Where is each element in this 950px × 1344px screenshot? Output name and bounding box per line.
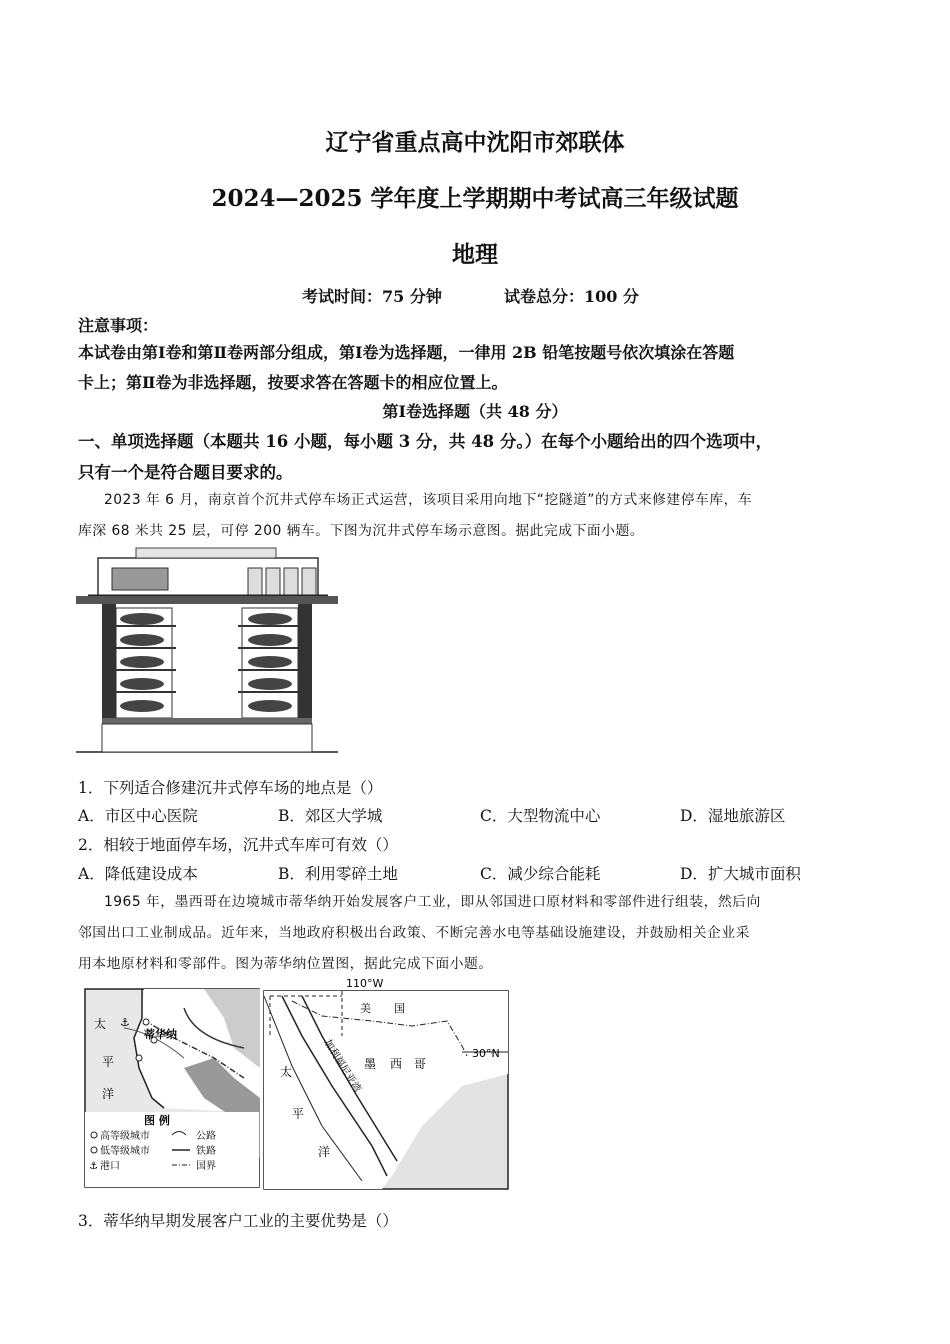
question-1-option-c[interactable]: C．大型物流中心: [480, 807, 601, 825]
question-2-option-d[interactable]: D．扩大城市面积: [680, 865, 801, 883]
notice-line-1: 本试卷由第Ⅰ卷和第Ⅱ卷两部分组成，第Ⅰ卷为选择题，一律用 2B 铅笔按题号依次填涂在答题: [78, 343, 735, 362]
section-instruction-1: 一、单项选择题（本题共 16 小题，每小题 3 分，共 48 分。）在每个小题给出的四个选项中，: [78, 432, 773, 451]
map-mexico-char-1: 墨: [364, 1057, 377, 1071]
map-pacific-char-1: 太: [280, 1065, 293, 1079]
section-instruction-2: 只有一个是符合题目要求的。: [78, 463, 293, 482]
legend-title: 图 例: [144, 1114, 170, 1127]
title-line-1: 辽宁省重点高中沈阳市郊联体: [325, 129, 625, 156]
question-1-option-d[interactable]: D．湿地旅游区: [680, 807, 786, 825]
map-port-icon: ⚓: [120, 1016, 130, 1029]
legend-low-city: 低等级城市: [100, 1146, 150, 1157]
question-3-stem: 3．蒂华纳早期发展客户工业的主要优势是（）: [78, 1212, 398, 1230]
legend-high-city: 高等级城市: [100, 1131, 150, 1142]
passage2-line-1: 1965 年，墨西哥在边境城市蒂华纳开始发展客户工业，即从邻国进口原材料和零部件进行组装，然后向: [104, 894, 761, 910]
question-1-stem: 1．下列适合修建沉井式停车场的地点是（）: [78, 779, 383, 797]
question-1-option-a[interactable]: A．市区中心医院: [78, 807, 198, 825]
map-ocean-char-1: 太: [94, 1017, 107, 1031]
question-2-option-c[interactable]: C．减少综合能耗: [480, 865, 601, 883]
tijuana-detail-map: [84, 988, 260, 1188]
question-2-stem: 2．相较于地面停车场，沉井式车库可有效（）: [78, 836, 398, 854]
map-pacific-char-3: 洋: [318, 1145, 331, 1159]
notice-label: 注意事项：: [78, 316, 159, 335]
mexico-location-map: [262, 976, 510, 1192]
map-mexico-char-3: 哥: [414, 1057, 427, 1071]
map-ocean-char-3: 洋: [102, 1087, 115, 1101]
map-mexico-char-2: 西: [390, 1057, 403, 1071]
passage2-line-2: 邻国出口工业制成品。近年来，当地政府积极出台政策、不断完善水电等基础设施建设，并鼓励相关企业采: [78, 925, 750, 941]
subject-title: 地理: [452, 241, 498, 268]
total-score: 试卷总分：100 分: [504, 287, 639, 306]
legend-road: 公路: [196, 1131, 216, 1142]
map-pacific-char-2: 平: [292, 1107, 305, 1121]
map-ocean-char-2: 平: [102, 1055, 115, 1069]
exam-time: 考试时间：75 分钟: [302, 287, 442, 306]
question-1-option-b[interactable]: B．郊区大学城: [278, 807, 383, 825]
map-longitude-label: 110°W: [346, 977, 384, 990]
map-latitude-label: 30°N: [472, 1047, 500, 1060]
title-line-2: 2024—2025 学年度上学期期中考试高三年级试题: [211, 185, 739, 212]
legend-rail: 铁路: [196, 1146, 216, 1157]
legend-port-icon: ⚓: [89, 1161, 98, 1172]
map-usa-char-2: 国: [394, 1002, 405, 1015]
passage1-line-1: 2023 年 6 月，南京首个沉井式停车场正式运营，该项目采用向地下“挖隧道”的方式来修建停车库，车: [104, 492, 753, 508]
passage2-line-3: 用本地原材料和零部件。图为蒂华纳位置图，据此完成下面小题。: [78, 956, 493, 972]
legend-port: 港口: [100, 1161, 120, 1172]
map-gulf-label: 加利福尼亚湾: [321, 1037, 363, 1095]
notice-line-2: 卡上；第Ⅱ卷为非选择题，按要求答在答题卡的相应位置上。: [78, 373, 508, 392]
question-2-option-b[interactable]: B．利用零碎土地: [278, 865, 398, 883]
map-city-label: 蒂华纳: [144, 1028, 177, 1041]
map-usa-char-1: 美: [360, 1002, 371, 1015]
legend-border: 国界: [196, 1161, 216, 1172]
section-title: 第Ⅰ卷选择题（共 48 分）: [382, 402, 568, 421]
passage1-line-2: 库深 68 米共 25 层，可停 200 辆车。下图为沉井式停车场示意图。据此完成下面小题。: [78, 523, 645, 539]
parking-diagram: [76, 546, 338, 754]
question-2-option-a[interactable]: A．降低建设成本: [78, 865, 198, 883]
